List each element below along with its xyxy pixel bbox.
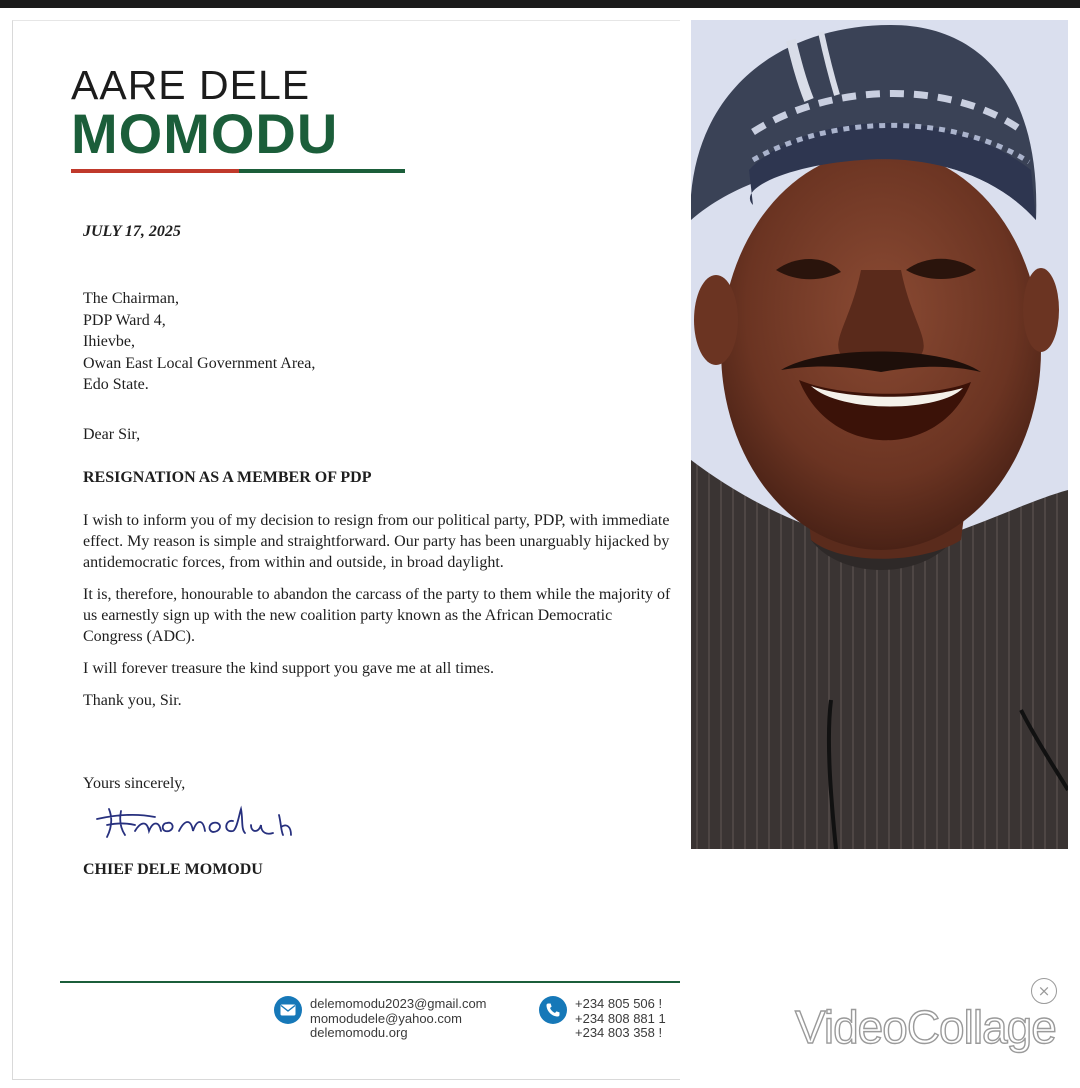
body-paragraph: I wish to inform you of my decision to resign from our political party, PDP, with immediate effect. My reason is simple and straightforward. Our party has been unarguably hijacked by antidemocratic forces, from within and outside, in broad daylight. <box>83 512 670 571</box>
handwritten-signature <box>95 805 295 845</box>
letter-date: JULY 17, 2025 <box>83 223 181 240</box>
website: delemomodu.org <box>310 1025 408 1040</box>
phone-number: +234 808 881 1 <box>575 1010 666 1026</box>
address-line: Ihievbe, <box>83 333 135 350</box>
body-paragraph: Thank you, Sir. <box>83 692 182 709</box>
signer-name: CHIEF DELE MOMODU <box>83 861 263 878</box>
letterhead-name-top: AARE DELE <box>71 62 311 108</box>
phone-icon <box>539 996 567 1024</box>
portrait-photo <box>691 20 1068 849</box>
letterhead-name-main: MOMODU <box>71 102 339 165</box>
resignation-letter <box>12 20 680 1080</box>
email-address: delemomodu2023@gmail.com <box>310 996 487 1011</box>
letterhead-rule <box>71 169 405 173</box>
letter-body <box>83 510 673 722</box>
watermark-close-icon[interactable]: × <box>1031 978 1057 1004</box>
top-bar <box>0 0 1080 8</box>
letterhead-logo <box>71 62 339 165</box>
letterhead-rule-red <box>71 169 239 173</box>
phone-number: +234 803 358 ! <box>575 1025 663 1040</box>
salutation: Dear Sir, <box>83 426 141 443</box>
body-paragraph: It is, therefore, honourable to abandon the carcass of the party to them while the majority of us earnestly sign up with the new coalition party known as the African Democratic Congress (ADC). <box>83 586 671 645</box>
letter-subject: RESIGNATION AS A MEMBER OF PDP <box>83 469 372 486</box>
email-icon <box>274 996 302 1024</box>
email-list <box>310 997 487 1041</box>
recipient-address <box>83 288 673 396</box>
address-line: Edo State. <box>83 376 149 393</box>
email-address: momodudele@yahoo.com <box>310 1010 462 1026</box>
body-paragraph: I will forever treasure the kind support you gave me at all times. <box>83 660 494 677</box>
address-line: Owan East Local Government Area, <box>83 354 316 372</box>
address-line: PDP Ward 4, <box>83 311 166 329</box>
footer-rule <box>60 981 680 983</box>
closing: Yours sincerely, <box>83 775 186 792</box>
letterhead-rule-green <box>239 169 405 173</box>
phone-list <box>575 997 666 1041</box>
videocollage-watermark: VideoCollage <box>795 1001 1056 1053</box>
address-line: The Chairman, <box>83 290 179 307</box>
phone-number: +234 805 506 ! <box>575 996 663 1011</box>
